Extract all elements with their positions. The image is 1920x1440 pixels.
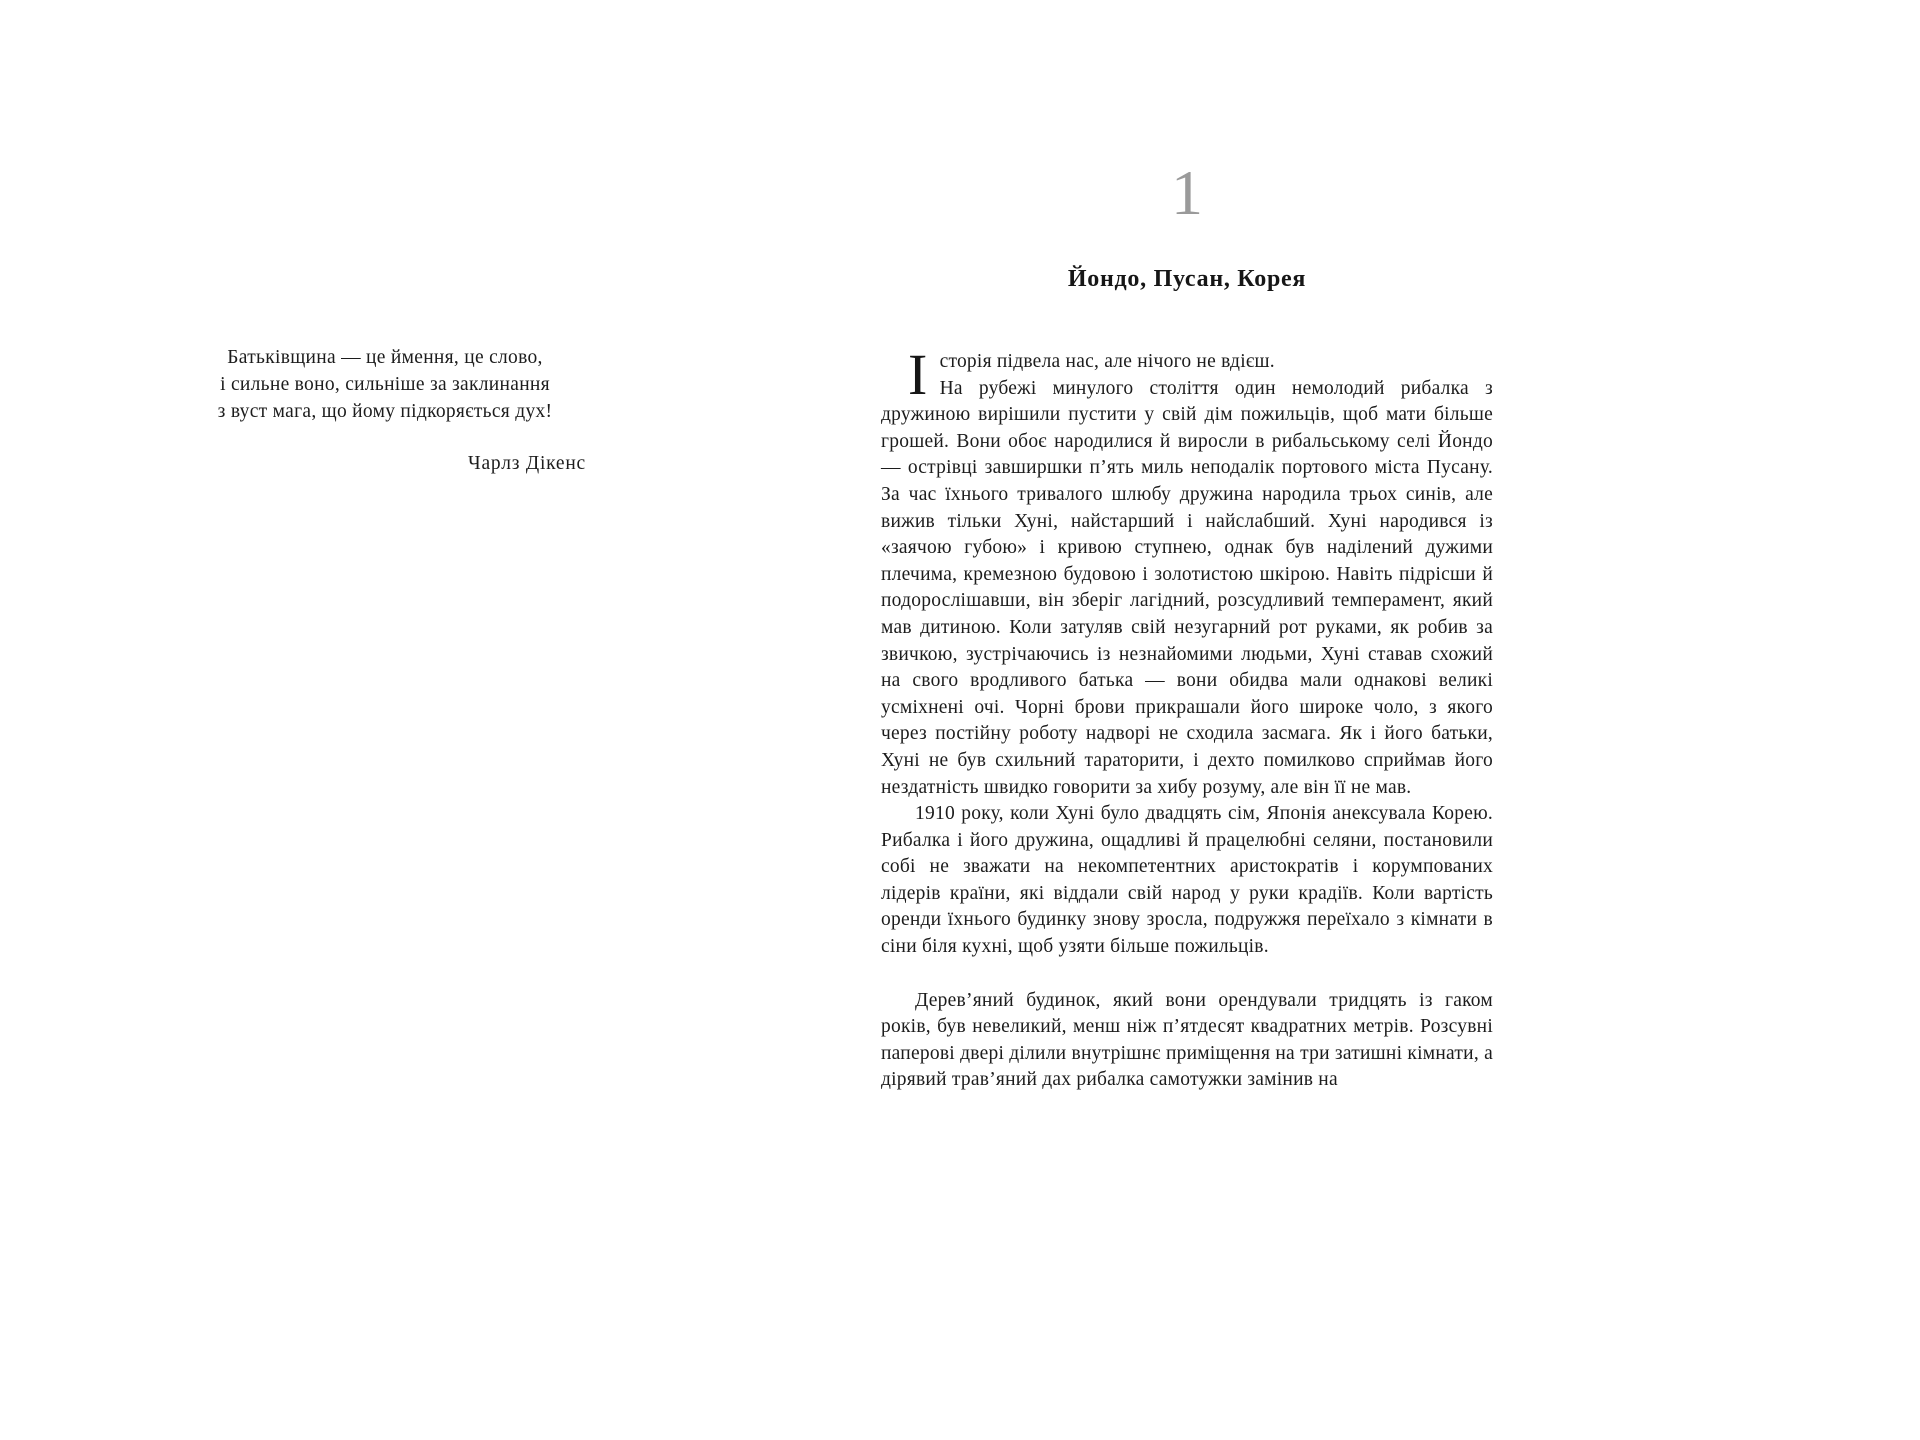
chapter-title: Йондо, Пусан, Корея [1067, 266, 1307, 292]
opening-sentence: сторія підвела нас, але нічого не вдієш. [939, 351, 1275, 372]
chapter-number: 1 [1171, 157, 1203, 228]
body-paragraph: На рубежі минулого століття один немолодий рибалка з дружиною вирішили пустити у свій дім пожильців, щоб мати більше грошей. Вони обоє народилися й виросли в рибальському селі Йондо — острівці завширшки п’ять миль неподалік портового міста Пусану. За час їхнього тривалого шлюбу дружина народила трьох синів, але вижив тільки Хуні, найстарший і найслабший. Хуні народився із «заячою губою» і кривою ступнею, однак був наділений дужими плечима, кремезною будовою і золотистою шкірою. Навіть підрісши й подорослішавши, він зберіг лагідний, розсудливий темперамент, який мав дитиною. Коли затуляв свій незугарний рот руками, як робив за звичкою, зустрічаючись із незнайомими людьми, Хуні ставав схожий на свого вродливого батька — вони обидва мали однакові великі усміхнені очі. Чорні брови прикрашали його широке чоло, з якого через постійну роботу надворі не сходила засмага. Як і його батьки, Хуні не був схильний тараторити, і дехто помилково сприймав його нездатність швидко говорити за хибу розуму, але він її не мав. [881, 377, 1493, 798]
epigraph-line: з вуст мага, що йому підкоряється дух! [217, 401, 553, 422]
epigraph [170, 344, 600, 477]
chapter-body [881, 342, 1493, 1094]
body-paragraph: 1910 року, коли Хуні було двадцять сім, Японія анексувала Корею. Рибалка і його дружина, ощадливі й працелюбні селяни, постановили собі не зважати на некомпетентних аристократів і корумпованих лідерів країни, які віддали свій народ у руки крадіїв. Коли вартість оренди їхнього будинку знову зросла, подружжя переїхало з кімнати в сіни біля кухні, щоб узяти більше пожильців. [881, 803, 1493, 958]
drop-cap: І [908, 342, 928, 407]
body-paragraph-opening [881, 342, 1493, 407]
epigraph-attribution: Чарлз Дікенс [468, 453, 586, 474]
epigraph-line: Батьківщина — це ймення, це слово, [227, 347, 543, 368]
epigraph-line: і сильне воно, сильніше за заклинання [220, 374, 550, 395]
body-paragraph: Дерев’яний будинок, який вони орендували тридцять із гаком років, був невеликий, менш ніж п’ятдесят квадратних метрів. Розсувні паперові двері ділили внутрішнє приміщення на три затишні кімнати, а дірявий трав’яний дах рибалка самотужки замінив на [881, 989, 1493, 1091]
